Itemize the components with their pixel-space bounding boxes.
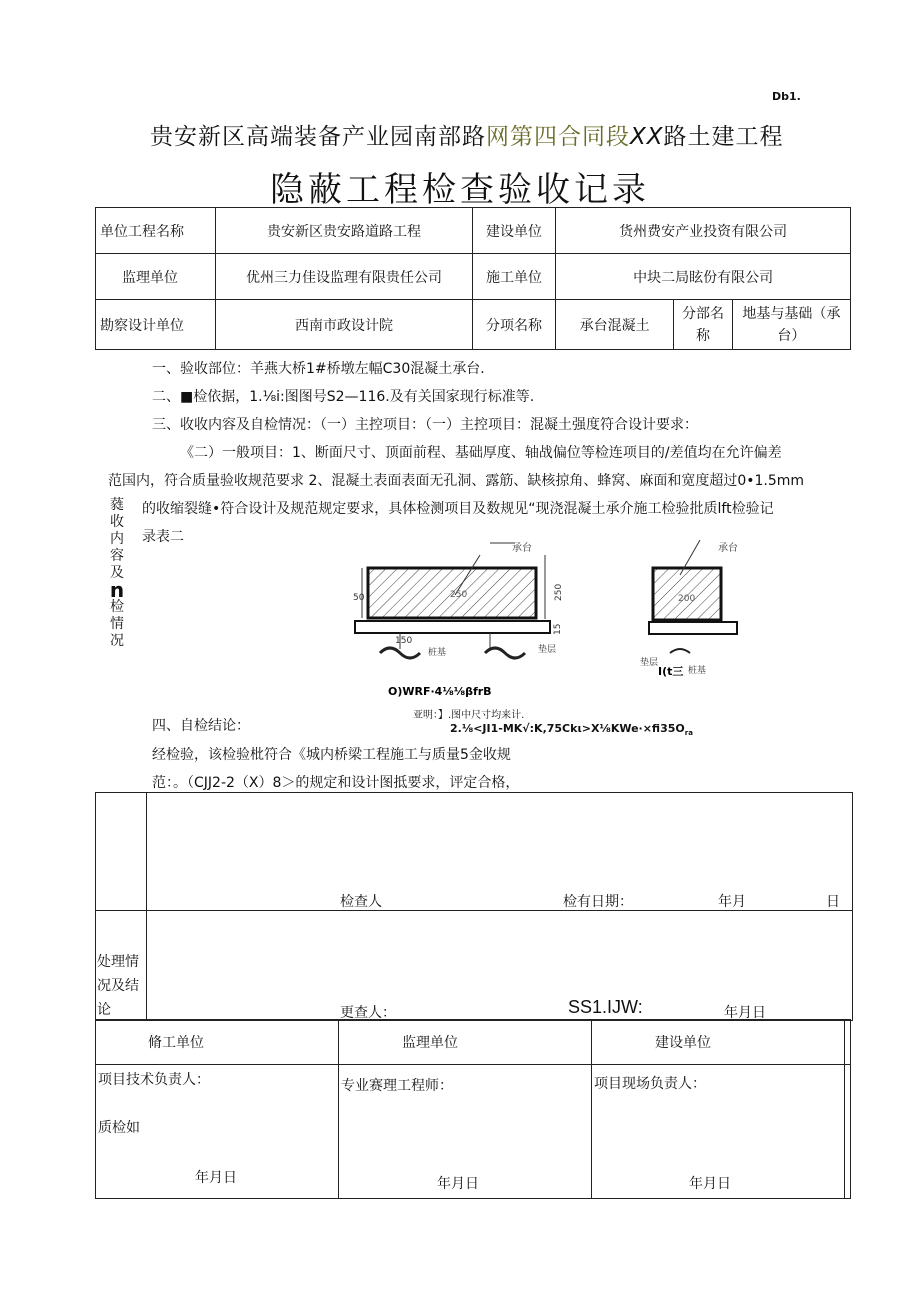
page-title: 隐蔽工程检查验收记录 <box>270 170 650 210</box>
side-char: n <box>109 578 125 602</box>
diagram-note-2-text: 2.⅛<JI1-MK√:K,75Ckι>X⅛KWe·×fi35O <box>450 722 685 735</box>
design-label: 勘察设计单位 <box>96 300 216 350</box>
unit-project-value: 贵安新区贵安路道路工程 <box>216 208 473 254</box>
handling-date: 年月日 <box>724 1005 766 1021</box>
supervisor-column-title: 监理单位 <box>339 1020 592 1065</box>
right-pile-symbol <box>670 649 690 653</box>
contractor-label: 施工单位 <box>472 254 555 300</box>
left-pile-symbol <box>485 648 525 658</box>
subpart-label: 分部名称 <box>674 300 733 350</box>
project-title-part3: XX <box>630 124 664 150</box>
left-pile-symbol <box>380 648 420 658</box>
project-title-part4: 路土建工程 <box>663 124 784 150</box>
conclusion-text: 经检验，该检验枇符合《城内桥梁工程施工与质量5金收规 <box>152 747 511 763</box>
owner-sign-cell <box>592 1065 845 1199</box>
check-day: 日 <box>826 894 840 910</box>
check-divider <box>146 792 147 1019</box>
inspector-label: 检查人 <box>340 894 382 910</box>
conclusion-title: 四、自检结论： <box>152 718 250 734</box>
left-dim-bottom: 150 <box>395 636 413 646</box>
design-value: 西南市政设计院 <box>216 300 473 350</box>
supervisor-sign-cell <box>339 1065 592 1199</box>
document-code: Db1. <box>772 90 801 103</box>
subitem-value: 承台混凝土 <box>556 300 674 350</box>
builder-label: 建设单位 <box>472 208 555 254</box>
empty-column <box>845 1020 851 1065</box>
contractor-value: 中块二局眩份有限公司 <box>556 254 851 300</box>
side-char: 检 <box>110 599 124 615</box>
site-lead-label: 项目现场负责人： <box>594 1076 706 1092</box>
right-bed-label: 垫层 <box>640 658 659 668</box>
inspection-content: 三、收收内容及自检情况：（一）主控项目：（一）主控项目：混凝土强度符合设计要求： <box>152 417 698 433</box>
left-dim-height: 250 <box>554 583 564 601</box>
cap-section-diagram <box>340 535 738 700</box>
rechecker-label: 更查人： <box>340 1005 396 1021</box>
left-dim-mid: 250 <box>450 590 468 600</box>
qc-label: 质检如 <box>98 1120 140 1136</box>
general-items-cont: 范国内，符合质量验收规范要求 2、混凝土表面表面无孔洞、露筋、缺核掠角、蜂窝、麻面和宽度超过0•1.5mm <box>108 473 805 489</box>
supervisor-label: 监理单位 <box>96 254 216 300</box>
check-date-label: 检有日期： <box>563 894 633 910</box>
builder-value: 货州费安产业投资有限公司 <box>556 208 851 254</box>
empty-sign-cell <box>845 1065 851 1199</box>
left-dim-bed: 15 <box>553 623 563 635</box>
conclusion-text-2: 范：。（CJJ2-2（X）8＞的规定和设计图抵要求，评定合格， <box>152 775 520 791</box>
left-bed-label: 垫层 <box>538 645 557 655</box>
inspection-location: 一、验收部位：羊燕大桥1#桥墩左幅C30混凝土承台. <box>152 361 485 377</box>
contractor-date: 年月日 <box>195 1170 237 1186</box>
info-table <box>95 207 851 350</box>
project-title-part2: 网第四合同段 <box>486 124 630 150</box>
sign-body-row <box>96 1065 851 1199</box>
unit-project-label: 单位工程名称 <box>96 208 216 254</box>
general-items-cont2: 的收缩裂缝•符合设计及规范规定要求，具体检测项目及数规见“现浇混凝土承介施工检验批质lft检验记 <box>142 501 774 517</box>
general-items: 《二）一般项目：1、断面尺寸、顶面前程、基础厚度、轴战偏位等检连项目的/差值均在允许偏差 <box>180 445 782 461</box>
subitem-label: 分项名称 <box>472 300 555 350</box>
right-cap-label: 承台 <box>718 543 738 554</box>
sign-table <box>95 1019 851 1199</box>
diagram-note: 亚明：】.图中尺寸均来计. <box>413 710 525 721</box>
right-caption: I(t三 <box>658 665 684 678</box>
handling-label: 处理情况及结论 <box>97 954 139 1018</box>
supervisor-date: 年月日 <box>437 1176 479 1192</box>
diagram-note-2 <box>450 722 693 737</box>
side-char: 及 <box>110 565 124 581</box>
inspection-basis: 二、■检依据，1.⅛i:图图号S2—116.及有关国家现行标准等. <box>152 389 535 405</box>
info-row <box>96 254 851 300</box>
right-base-label: 桩基 <box>688 666 707 676</box>
owner-column-title: 建设单位 <box>592 1020 845 1065</box>
left-cap-bedding <box>355 621 550 633</box>
contractor-sign-cell <box>96 1065 339 1199</box>
side-char: 蕤 <box>110 497 124 513</box>
contractor-column-title: 脩工单位 <box>96 1020 339 1065</box>
left-base-label: 桩基 <box>428 648 447 658</box>
right-cap-bedding <box>649 622 737 634</box>
side-char: 情 <box>110 616 124 632</box>
check-year-month: 年月 <box>718 894 746 910</box>
sign-header-row <box>96 1020 851 1065</box>
side-char: 容 <box>110 548 124 564</box>
diagram-note-2-sub: ra <box>684 729 693 738</box>
side-label <box>108 497 126 650</box>
side-char: 内 <box>110 531 124 547</box>
project-title <box>150 118 784 151</box>
info-row <box>96 300 851 350</box>
left-cap-label: 承台 <box>512 543 532 554</box>
right-dim-mid: 200 <box>678 594 696 604</box>
info-row <box>96 208 851 254</box>
left-dim-side: 50 <box>353 593 365 603</box>
supervisor-value: 优州三力佳设监理有限贵任公司 <box>216 254 473 300</box>
tech-lead-label: 项目技术负责人： <box>98 1072 210 1088</box>
general-items-cont3: 录表二 <box>142 529 184 545</box>
side-char: 收 <box>110 514 124 530</box>
supervising-engineer-label: 专业赛理工程师： <box>341 1078 453 1094</box>
left-caption: O)WRF·4⅛⅛βfrB <box>388 685 492 698</box>
project-title-part1: 贵安新区高端装备产业园南部路 <box>150 124 486 150</box>
owner-date: 年月日 <box>689 1176 731 1192</box>
rechecker-stamp: SS1.IJW: <box>568 997 643 1017</box>
subpart-value: 地基与基础（承台） <box>732 300 850 350</box>
side-char: 况 <box>110 633 124 649</box>
